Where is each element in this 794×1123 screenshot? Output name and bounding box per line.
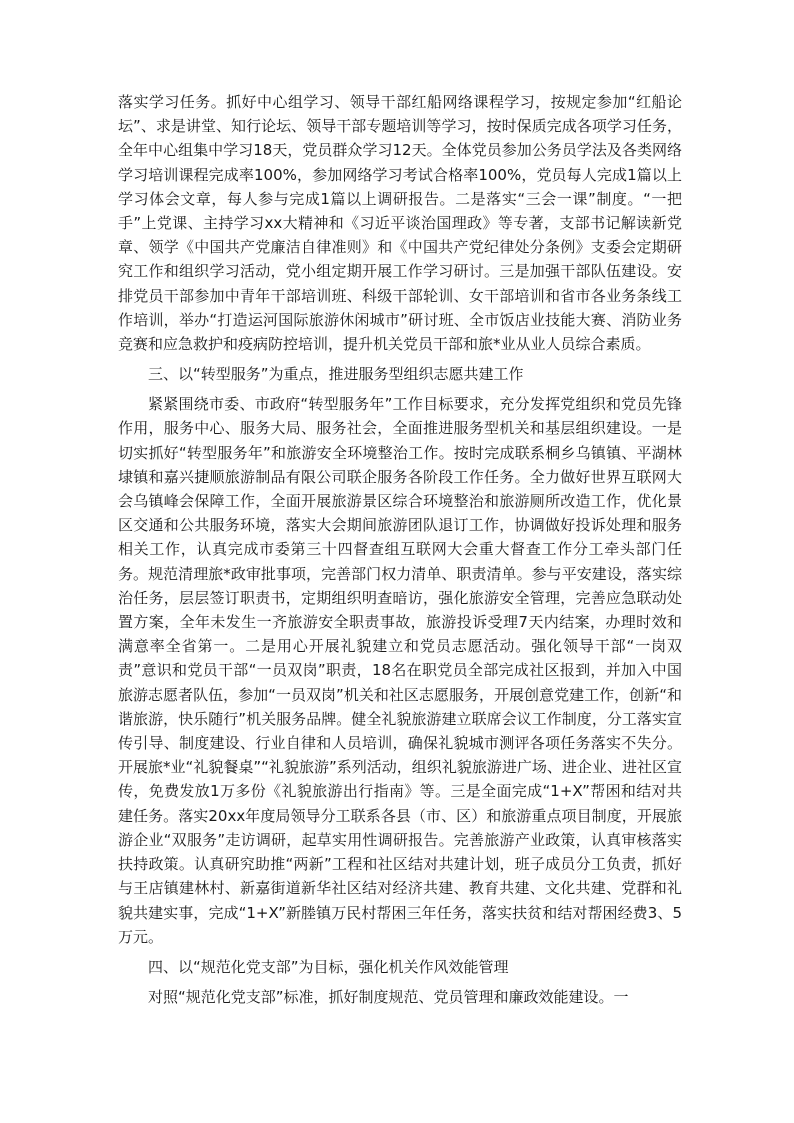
- section-heading-4: 四、以“规范化党支部”为目标，强化机关作风效能管理: [148, 957, 509, 976]
- paragraph-service-work: 紧紧围绕市委、市政府“转型服务年”工作目标要求，充分发挥党组织和党员先锋作用，服务中心、服务大局、服务社会，全面推进服务型机关和基层组织建设。一是切实抓好“转型服务年”和旅游安全环境整治工作。按时完成联系桐乡乌镇镇、平湖林埭镇和嘉兴捷顺旅游制品有限公司联企服务各阶段工作任务。全力做好世界互联网大会乌镇峰会保障工作，全面开展旅游景区综合环境整治和旅游厕所改造工作，优化景区交通和公共服务环境，落实大会期间旅游团队退订工作，协调做好投诉处理和服务相关工作，认真完成市委第三十四督查组互联网大会重大督查工作分工牵头部门任务。规范清理旅*政审批事项，完善部门权力清单、职责清单。参与平安建设，落实综治任务，层层签订职责书，定期组织明查暗访，强化旅游安全管理，完善应急联动处置方案，全年未发生一齐旅游安全职责事故，旅游投诉受理7天内结案，办理时效和满意率全省第一。二是用心开展礼貌建立和党员志愿活动。强化领导干部“一岗双责”意识和党员干部“一员双岗”职责，18名在职党员全部完成社区报到，并加入中国旅游志愿者队伍，参加“一员双岗”机关和社区志愿服务，开展创意党建工作，创新“和谐旅游，快乐随行”机关服务品牌。健全礼貌旅游建立联席会议工作制度，分工落实宣传引导、制度建设、行业自律和人员培训，确保礼貌城市测评各项任务落实不失分。开展旅*业“礼貌餐桌”“礼貌旅游”系列活动，组织礼貌旅游进广场、进企业、进社区宣传，免费发放1万多份《礼貌旅游出行指南》等。三是全面完成“1+X”帮困和结对共建任务。落实20xx年度局领导分工联系各县（市、区）和旅游重点项目制度，开展旅游企业“双服务”走访调研，起草实用性调研报告。完善旅游产业政策，认真审核落实扶持政策。认真研究助推“两新”工程和社区结对共建计划，班子成员分工负责，抓好与王店镇建林村、新嘉街道新华社区结对经济共建、教育共建、文化共建、党群和礼貌共建实事，完成“1+X”新塍镇万民村帮困三年任务，落实扶贫和结对帮困经费3、5万元。: [118, 395, 682, 946]
- paragraph-standardization: 对照“规范化党支部”标准，抓好制度规范、党员管理和廉政效能建设。一: [148, 987, 629, 1006]
- section-heading-3: 三、以“转型服务”为重点，推进服务型组织志愿共建工作: [148, 365, 524, 384]
- document-page: [118, 90, 682, 1009]
- paragraph-study-tasks: 落实学习任务。抓好中心组学习、领导干部红船网络课程学习，按规定参加“红船论坛”、求是讲堂、知行论坛、领导干部专题培训等学习，按时保质完成各项学习任务，全年中心组集中学习18天，党员群众学习12天。全体党员参加公务员学法及各类网络学习培训课程完成率100%，参加网络学习考试合格率100%，党员每人完成1篇以上学习体会文章，每人参与完成1篇以上调研报告。二是落实“三会一课”制度。“一把手”上党课、主持学习xx大精神和《习近平谈治国理政》等专著，支部书记解读新党章、领学《中国共产党廉洁自律准则》和《中国共产党纪律处分条例》支委会定期研究工作和组织学习活动，党小组定期开展工作学习研讨。三是加强干部队伍建设。安排党员干部参加中青年干部培训班、科级干部轮训、女干部培训和省市各业务条线工作培训，举办“打造运河国际旅游休闲城市”研讨班、全市饭店业技能大赛、消防业务竞赛和应急救护和疫病防控培训，提升机关党员干部和旅*业从业人员综合素质。: [118, 93, 682, 354]
